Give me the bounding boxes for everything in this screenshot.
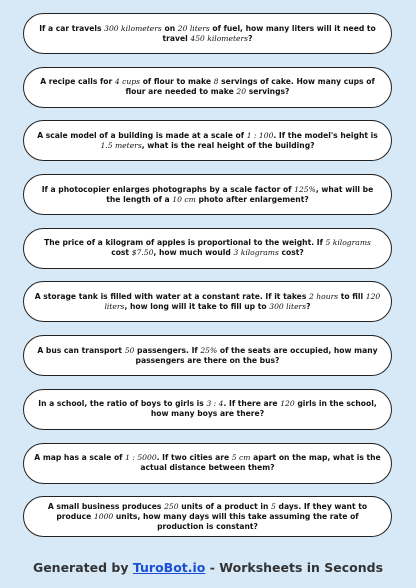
question-text: A bus can transport 50 passengers. If 25% of the seats are occupied, how many passengers are there on the bus? — [37, 345, 378, 365]
question-text: A small business produces 250 units of a product in 5 days. If they want to produce 1000 units, how many days will this take assuming the rate of production is constant? — [47, 501, 368, 531]
question-card — [23, 120, 392, 161]
question-text: A map has a scale of 1 : 5000. If two cities are 5 cm apart on the map, what is the actual distance between them? — [34, 453, 381, 472]
question-text: In a school, the ratio of boys to girls is 3 : 4. If there are 120 girls in the school, how many boys are there? — [38, 399, 377, 419]
question-card — [23, 496, 392, 537]
footer: Generated by TuroBot.io - Worksheets in Seconds — [32, 560, 384, 575]
question-card — [23, 281, 392, 322]
question-card — [23, 335, 392, 376]
question-text: The price of a kilogram of apples is proportional to the weight. If 5 kilograms cost $7.50, how much would 3 kilograms cost? — [44, 238, 371, 258]
question-text: If a photocopier enlarges photographs by a scale factor of 125%, what will be the length of a 10 cm photo after enlargement? — [41, 184, 374, 204]
question-card — [23, 228, 392, 269]
question-text: A recipe calls for 4 cups of flour to make 8 servings of cake. How many cups of flour are needed to make 20 servings? — [40, 77, 375, 97]
question-card — [23, 389, 392, 430]
question-card — [23, 67, 392, 108]
turobot-link[interactable]: TuroBot.io — [132, 560, 206, 575]
question-card — [23, 13, 392, 54]
question-text: A storage tank is filled with water at a constant rate. If it takes 2 hours to fill 120 liters, how long will it take to fill up to 300 liters? — [34, 291, 381, 311]
question-card — [23, 174, 392, 215]
question-list — [23, 13, 392, 550]
question-text: A scale model of a building is made at a scale of 1 : 100. If the model's height is 1.5 meters, what is the real height of the building? — [37, 130, 378, 150]
question-card — [23, 443, 392, 484]
question-text: If a car travels 300 kilometers on 20 liters of fuel, how many liters will it need to travel 450 kilometers? — [39, 23, 376, 43]
